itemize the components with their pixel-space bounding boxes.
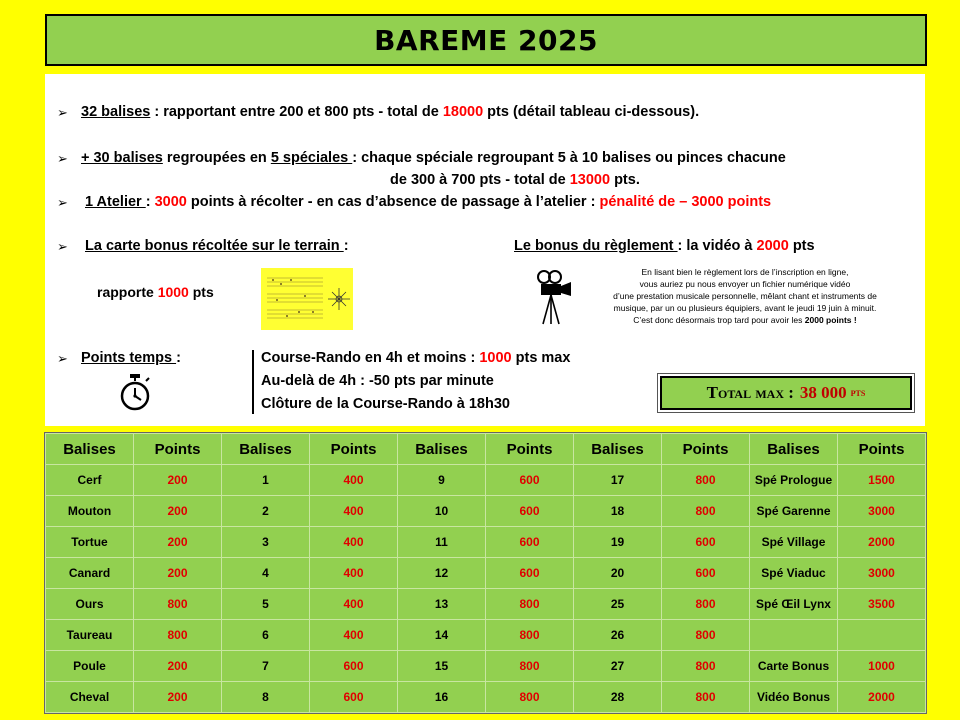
page-title: BAREME 2025: [374, 23, 598, 57]
points-cell: 200: [134, 527, 222, 558]
note-emphasis: 2000 points !: [804, 315, 857, 325]
points-cell: [838, 620, 926, 651]
bullet-text: : rapportant entre 200 et 800 pts - total de: [150, 104, 443, 120]
balise-cell: [750, 620, 838, 651]
balise-cell: 2: [222, 496, 310, 527]
balise-cell: Spé Œil Lynx: [750, 589, 838, 620]
balise-cell: Mouton: [46, 496, 134, 527]
balise-cell: 16: [398, 682, 486, 713]
video-bonus-note: [585, 266, 905, 326]
balise-cell: 11: [398, 527, 486, 558]
balise-cell: 8: [222, 682, 310, 713]
balise-cell: Cerf: [46, 465, 134, 496]
points-cell: 800: [486, 589, 574, 620]
title-banner: [45, 14, 927, 66]
balise-cell: 19: [574, 527, 662, 558]
points-cell: 800: [662, 496, 750, 527]
bonus-card-image: [261, 268, 353, 330]
points-cell: 3000: [838, 496, 926, 527]
points-cell: 600: [310, 682, 398, 713]
balise-cell: 18: [574, 496, 662, 527]
bullet-text: : la vidéo à: [677, 238, 757, 254]
arrow-bullet-icon: ➢: [57, 151, 68, 166]
balise-cell: Carte Bonus: [750, 651, 838, 682]
balise-cell: Poule: [46, 651, 134, 682]
table-row: [46, 682, 926, 713]
bullet-number: 1000: [479, 350, 512, 366]
points-cell: 400: [310, 465, 398, 496]
total-value: 38 000: [799, 383, 847, 402]
balise-cell: Vidéo Bonus: [750, 682, 838, 713]
arrow-bullet-icon: ➢: [57, 351, 68, 366]
balise-cell: 1: [222, 465, 310, 496]
points-cell: 800: [486, 651, 574, 682]
bullet-text: pts max: [511, 350, 571, 366]
balise-cell: 13: [398, 589, 486, 620]
carte-bonus-value: [97, 284, 214, 300]
points-cell: 2000: [838, 527, 926, 558]
balise-cell: Spé Garenne: [750, 496, 838, 527]
points-cell: 200: [134, 682, 222, 713]
balise-cell: 25: [574, 589, 662, 620]
bullet-text: regroupées en: [162, 150, 271, 166]
bullet-balises: [81, 104, 699, 120]
points-cell: 600: [310, 651, 398, 682]
bullet-lead: La carte bonus récoltée sur le terrain: [85, 238, 344, 254]
bullet-atelier: [85, 194, 771, 210]
arrow-bullet-icon: ➢: [57, 239, 68, 254]
divider: [252, 350, 254, 414]
bullet-text: :: [176, 350, 181, 366]
points-cell: 200: [134, 558, 222, 589]
table-header-cell: Balises: [398, 434, 486, 465]
note-text: C’est donc désormais trop tard pour avoir les: [633, 315, 805, 325]
table-header-cell: Points: [838, 434, 926, 465]
points-cell: 3000: [838, 558, 926, 589]
total-max-box: [660, 376, 912, 410]
bullet-number: 1000: [157, 284, 189, 300]
time-rule-3: Clôture de la Course-Rando à 18h30: [261, 396, 510, 412]
bullet-video-bonus: [514, 238, 815, 254]
points-cell: 800: [486, 620, 574, 651]
balise-cell: 12: [398, 558, 486, 589]
bullet-lead: 1 Atelier: [85, 194, 146, 210]
bullet-number: 3000: [154, 194, 187, 210]
bullet-lead: Le bonus du règlement: [514, 238, 678, 254]
balise-cell: 9: [398, 465, 486, 496]
rules-panel: [45, 74, 925, 426]
balise-cell: Taureau: [46, 620, 134, 651]
points-cell: 800: [486, 682, 574, 713]
bullet-text: : chaque spéciale regroupant 5 à 10 balises ou pinces chacune: [352, 150, 786, 166]
balise-cell: 27: [574, 651, 662, 682]
points-cell: 800: [134, 589, 222, 620]
table-header-cell: Balises: [222, 434, 310, 465]
balise-cell: 5: [222, 589, 310, 620]
time-rule-1: [261, 350, 570, 366]
points-cell: 1500: [838, 465, 926, 496]
points-cell: 2000: [838, 682, 926, 713]
note-line: musique, par un ou plusieurs équipiers, avant le jeudi 19 juin à minuit.: [613, 303, 877, 313]
table-header-cell: Points: [662, 434, 750, 465]
bullet-number: 18000: [442, 104, 484, 120]
bullet-lead: 32 balises: [81, 104, 151, 120]
balise-cell: 28: [574, 682, 662, 713]
penalty-text: pénalité de – 3000 points: [599, 194, 772, 210]
note-line: En lisant bien le règlement lors de l’inscription en ligne,: [641, 267, 849, 277]
table-row: [46, 558, 926, 589]
points-cell: 400: [310, 558, 398, 589]
table-row: [46, 589, 926, 620]
bullet-text: pts: [188, 284, 214, 300]
balise-cell: 26: [574, 620, 662, 651]
balise-cell: Ours: [46, 589, 134, 620]
points-cell: 600: [486, 558, 574, 589]
table-header-cell: Balises: [574, 434, 662, 465]
bullet-text: Course-Rando en 4h et moins :: [261, 350, 480, 366]
points-cell: 800: [662, 682, 750, 713]
balise-cell: 17: [574, 465, 662, 496]
points-cell: 600: [486, 496, 574, 527]
table-row: [46, 620, 926, 651]
table-header-row: [46, 434, 926, 465]
balise-cell: 4: [222, 558, 310, 589]
balise-cell: Spé Prologue: [750, 465, 838, 496]
table-header-cell: Points: [134, 434, 222, 465]
balise-cell: 3: [222, 527, 310, 558]
points-cell: 600: [662, 558, 750, 589]
time-rule-2: Au-delà de 4h : -50 pts par minute: [261, 373, 494, 389]
bullet-text: :: [145, 194, 155, 210]
points-cell: 3500: [838, 589, 926, 620]
balise-cell: 14: [398, 620, 486, 651]
bullet-text: pts: [788, 238, 815, 254]
balise-cell: Tortue: [46, 527, 134, 558]
video-camera-icon: [535, 268, 575, 328]
bullet-number: 13000: [569, 172, 611, 188]
table-row: [46, 496, 926, 527]
note-line: [585, 314, 905, 326]
table-row: [46, 465, 926, 496]
balise-cell: Canard: [46, 558, 134, 589]
table-row: [46, 651, 926, 682]
balise-cell: 6: [222, 620, 310, 651]
note-line: vous auriez pu nous envoyer un fichier numérique vidéo: [639, 279, 851, 289]
note-line: d’une prestation musicale personnelle, mêlant chant et instruments de: [613, 291, 877, 301]
points-cell: 800: [662, 465, 750, 496]
balise-cell: Spé Village: [750, 527, 838, 558]
points-cell: 800: [662, 651, 750, 682]
points-cell: 200: [134, 651, 222, 682]
table-header-cell: Balises: [46, 434, 134, 465]
total-unit: pts: [850, 387, 866, 399]
table-row: [46, 527, 926, 558]
bullet-number: 2000: [756, 238, 789, 254]
table-body: [46, 465, 926, 713]
balise-cell: Cheval: [46, 682, 134, 713]
bullet-lead: Points temps: [81, 350, 177, 366]
points-cell: 400: [310, 589, 398, 620]
points-cell: 400: [310, 527, 398, 558]
balise-cell: Spé Viaduc: [750, 558, 838, 589]
bullet-lead: + 30 balises: [81, 150, 163, 166]
points-cell: 600: [486, 527, 574, 558]
points-cell: 200: [134, 496, 222, 527]
bullet-speciales: [81, 150, 786, 166]
points-cell: 1000: [838, 651, 926, 682]
bullet-text: rapporte: [97, 284, 158, 300]
bullet-text: :: [343, 238, 349, 254]
table-header-cell: Points: [310, 434, 398, 465]
points-cell: 800: [662, 589, 750, 620]
total-label: Total max :: [706, 383, 794, 402]
points-cell: 800: [662, 620, 750, 651]
points-cell: 800: [134, 620, 222, 651]
stopwatch-icon: [117, 372, 153, 412]
points-cell: 200: [134, 465, 222, 496]
bullet-carte-bonus: [85, 238, 349, 254]
points-cell: 400: [310, 620, 398, 651]
bullet-lead: 5 spéciales: [270, 150, 353, 166]
balise-cell: 20: [574, 558, 662, 589]
table-header-cell: Points: [486, 434, 574, 465]
bullet-text: points à récolter - en cas d’absence de passage à l’atelier :: [186, 194, 600, 210]
arrow-bullet-icon: ➢: [57, 105, 68, 120]
balise-cell: 10: [398, 496, 486, 527]
bullet-text: de 300 à 700 pts - total de: [390, 172, 570, 188]
points-table: [45, 433, 926, 713]
points-cell: 600: [486, 465, 574, 496]
bullet-text: pts (détail tableau ci-dessous).: [483, 104, 700, 120]
balise-cell: 7: [222, 651, 310, 682]
arrow-bullet-icon: ➢: [57, 195, 68, 210]
points-cell: 600: [662, 527, 750, 558]
bullet-points-temps: [81, 350, 181, 366]
bullet-text: pts.: [610, 172, 640, 188]
bullet-speciales-line2: [390, 172, 640, 188]
balise-cell: 15: [398, 651, 486, 682]
table-header-cell: Balises: [750, 434, 838, 465]
points-cell: 400: [310, 496, 398, 527]
